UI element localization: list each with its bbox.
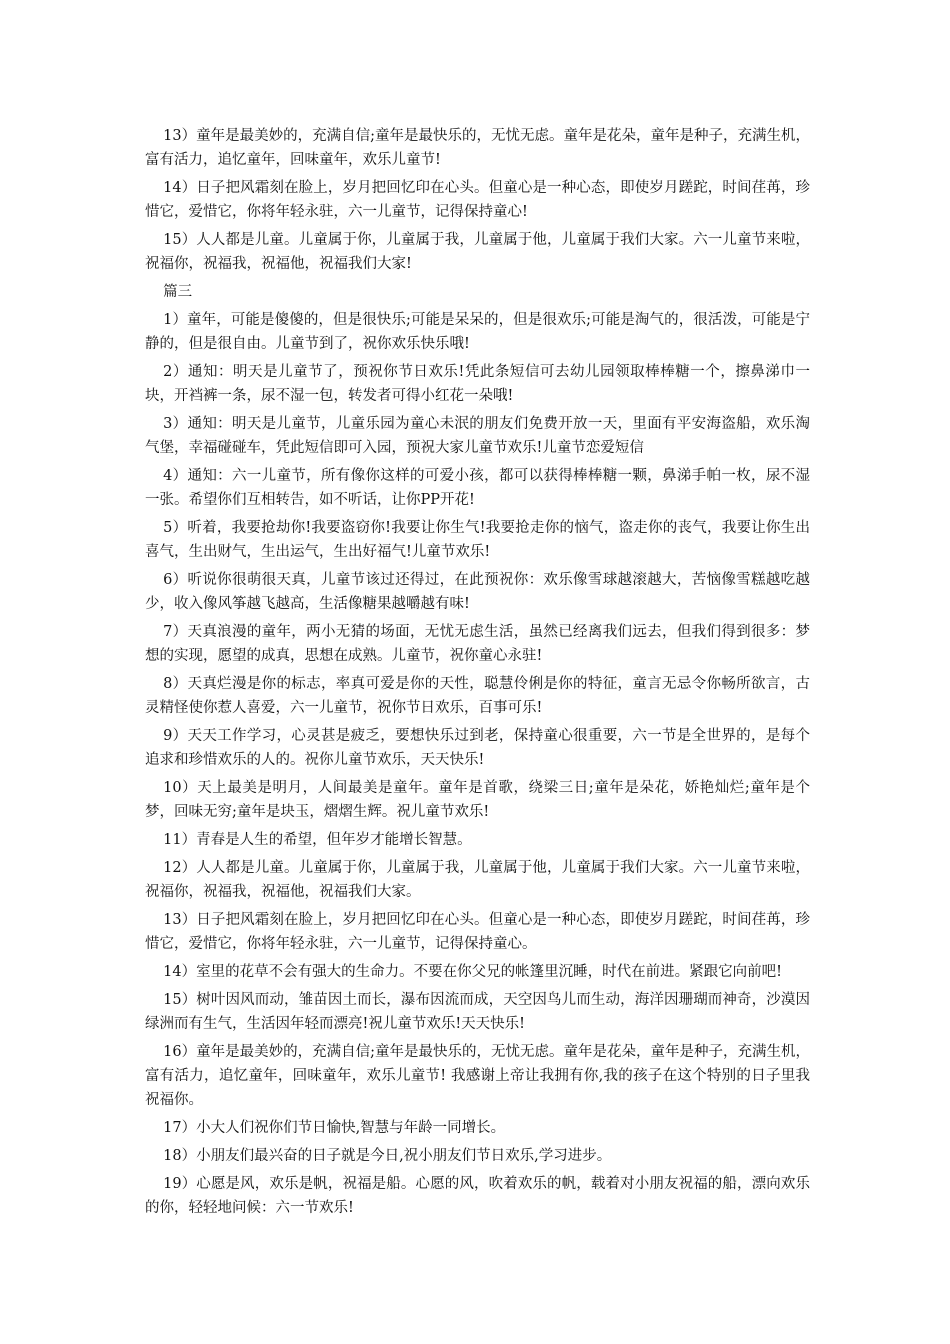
paragraph-item: 7）天真浪漫的童年，两小无猜的场面，无忧无虑生活，虽然已经离我们远去，但我们得到很多：梦想的实现，愿望的成真，思想在成熟。儿童节，祝你童心永驻! bbox=[145, 624, 810, 664]
paragraph-item: 4）通知：六一儿童节，所有像你这样的可爱小孩，都可以获得棒棒糖一颗，鼻涕手帕一枚，尿不湿一张。希望你们互相转告，如不听话，让你PP开花! bbox=[145, 468, 810, 508]
paragraph-item: 2）通知：明天是儿童节了，预祝你节日欢乐!凭此条短信可去幼儿园领取棒棒糖一个，擦鼻涕巾一块，开裆裤一条，尿不湿一包，转发者可得小红花一朵哦! bbox=[145, 364, 810, 404]
paragraph-item: 8）天真烂漫是你的标志，率真可爱是你的天性，聪慧伶俐是你的特征，童言无忌令你畅所欲言，古灵精怪使你惹人喜爱，六一儿童节，祝你节日欢乐，百事可乐! bbox=[145, 676, 810, 716]
paragraph-item: 13）童年是最美妙的，充满自信;童年是最快乐的，无忧无虑。童年是花朵，童年是种子，充满生机，富有活力，追忆童年，回味童年，欢乐儿童节! bbox=[145, 128, 810, 168]
paragraph-item: 16）童年是最美妙的，充满自信;童年是最快乐的，无忧无虑。童年是花朵，童年是种子，充满生机，富有活力，追忆童年，回味童年，欢乐儿童节! 我感谢上帝让我拥有你,我的孩子在这个特别的日子里我祝福你。 bbox=[145, 1044, 810, 1108]
paragraph-item: 14）日子把风霜刻在脸上，岁月把回忆印在心头。但童心是一种心态，即使岁月蹉跎，时间荏苒，珍惜它，爱惜它，你将年轻永驻，六一儿童节，记得保持童心! bbox=[145, 180, 810, 220]
paragraph-item: 15）人人都是儿童。儿童属于你，儿童属于我，儿童属于他，儿童属于我们大家。六一儿童节来啦，祝福你，祝福我，祝福他，祝福我们大家! bbox=[145, 232, 810, 272]
paragraph-item: 15）树叶因风而动，雏苗因土而长，瀑布因流而成，天空因鸟儿而生动，海洋因珊瑚而神奇，沙漠因绿洲而有生气，生活因年轻而漂亮!祝儿童节欢乐!天天快乐! bbox=[145, 992, 810, 1032]
paragraph-item: 14）室里的花草不会有强大的生命力。不要在你父兄的帐篷里沉睡，时代在前进。紧跟它向前吧! bbox=[163, 964, 782, 980]
section-heading: 篇三 bbox=[163, 284, 193, 300]
paragraph-item: 12）人人都是儿童。儿童属于你，儿童属于我，儿童属于他，儿童属于我们大家。六一儿童节来啦，祝福你，祝福我，祝福他，祝福我们大家。 bbox=[145, 860, 810, 900]
paragraph-item: 17）小大人们祝你们节日愉快,智慧与年龄一同增长。 bbox=[163, 1120, 506, 1136]
paragraph-item: 18）小朋友们最兴奋的日子就是今日,祝小朋友们节日欢乐,学习进步。 bbox=[163, 1148, 612, 1164]
paragraph-item: 6）听说你很萌很天真，儿童节该过还得过，在此预祝你：欢乐像雪球越滚越大，苦恼像雪糕越吃越少，收入像风筝越飞越高，生活像糖果越嚼越有味! bbox=[145, 572, 810, 612]
paragraph-item: 11）青春是人生的希望，但年岁才能增长智慧。 bbox=[163, 832, 472, 848]
paragraph-item: 13）日子把风霜刻在脸上，岁月把回忆印在心头。但童心是一种心态，即使岁月蹉跎，时间荏苒，珍惜它，爱惜它，你将年轻永驻，六一儿童节，记得保持童心。 bbox=[145, 912, 810, 952]
paragraph-item: 5）听着，我要抢劫你!我要盗窃你!我要让你生气!我要抢走你的恼气，盗走你的丧气，我要让你生出喜气，生出财气，生出运气，生出好福气!儿童节欢乐! bbox=[145, 520, 810, 560]
paragraph-item: 10）天上最美是明月，人间最美是童年。童年是首歌，绕梁三日;童年是朵花，娇艳灿烂;童年是个梦，回味无穷;童年是块玉，熠熠生辉。祝儿童节欢乐! bbox=[145, 780, 810, 820]
paragraph-item: 9）天天工作学习，心灵甚是疲乏，要想快乐过到老，保持童心很重要，六一节是全世界的，是每个追求和珍惜欢乐的人的。祝你儿童节欢乐，天天快乐! bbox=[145, 728, 810, 768]
document-body bbox=[145, 124, 810, 1224]
paragraph-item: 3）通知：明天是儿童节，儿童乐园为童心未泯的朋友们免费开放一天，里面有平安海盗船，欢乐淘气堡，幸福碰碰车，凭此短信即可入园，预祝大家儿童节欢乐!儿童节恋爱短信 bbox=[145, 416, 810, 456]
paragraph-item: 1）童年，可能是傻傻的，但是很快乐;可能是呆呆的，但是很欢乐;可能是淘气的，很活泼，可能是宁静的，但是很自由。儿童节到了，祝你欢乐快乐哦! bbox=[145, 312, 810, 352]
paragraph-item: 19）心愿是风，欢乐是帆，祝福是船。心愿的风，吹着欢乐的帆，载着对小朋友祝福的船，漂向欢乐的你，轻轻地问候：六一节欢乐! bbox=[145, 1176, 810, 1216]
